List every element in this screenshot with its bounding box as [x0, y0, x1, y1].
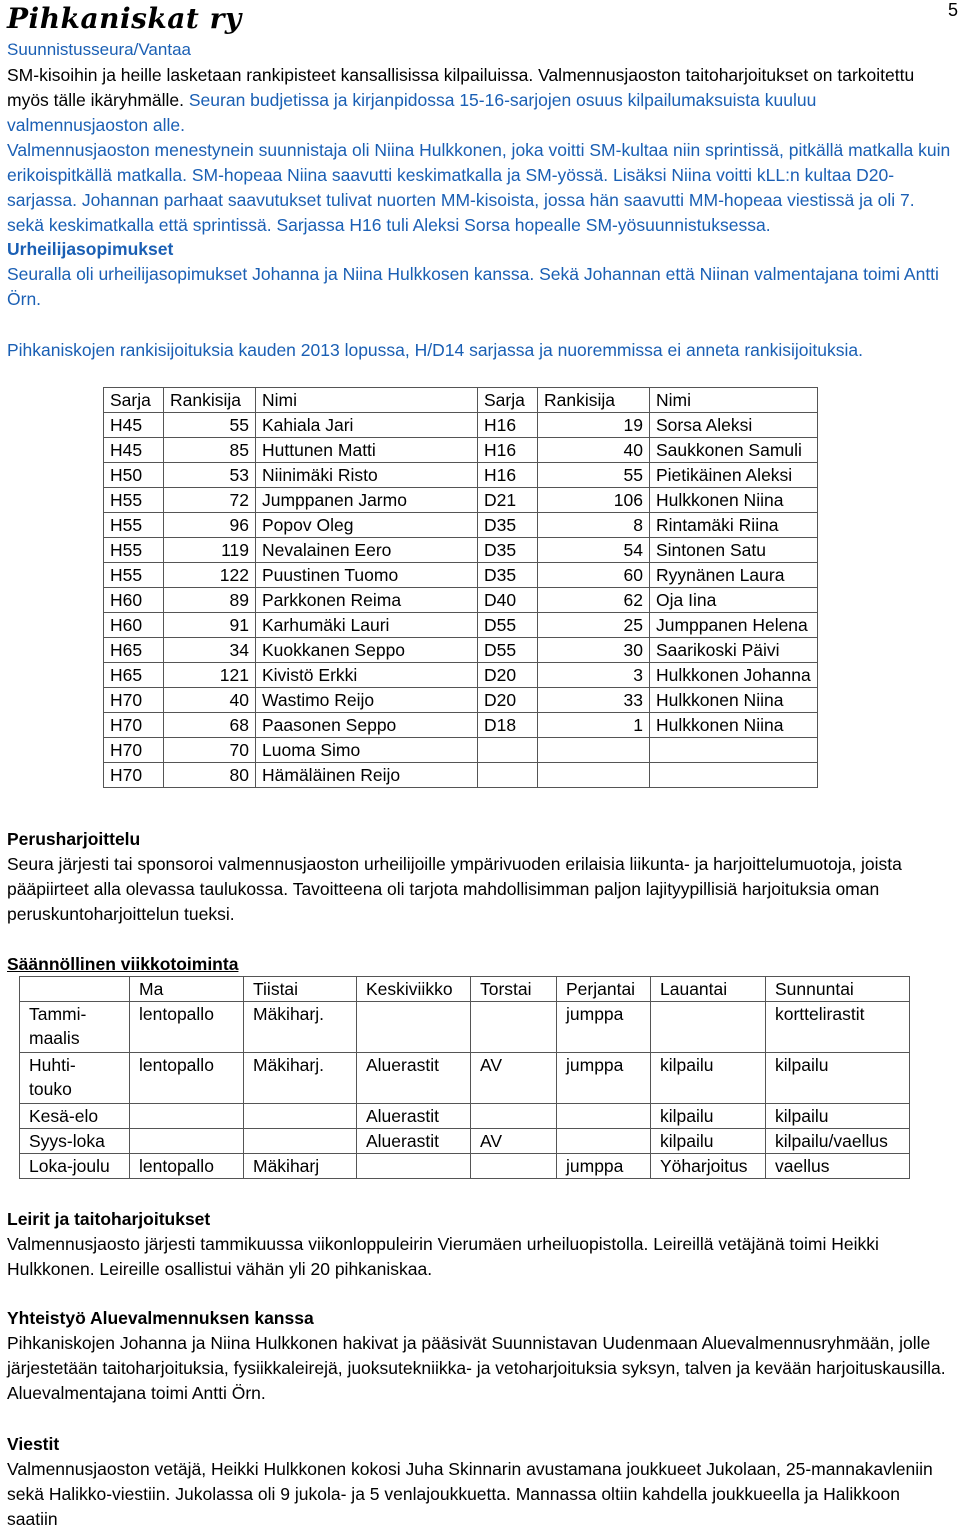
ranking-cell: D35 [478, 513, 538, 538]
weekly-header-cell: Ma [130, 977, 244, 1002]
table-row [104, 588, 818, 613]
ranking-cell: Pietikäinen Aleksi [650, 463, 818, 488]
ranking-cell: 122 [164, 563, 256, 588]
weekly-header-cell: Keskiviikko [357, 977, 471, 1002]
ranking-cell: 19 [538, 413, 650, 438]
weekly-cell [130, 1129, 244, 1154]
perus-heading: Perusharjoittelu [7, 829, 141, 849]
ranking-cell: H65 [104, 663, 164, 688]
weekly-cell [357, 1002, 471, 1053]
ranking-cell: Nevalainen Eero [256, 538, 478, 563]
yhteistyo-heading: Yhteistyö Aluevalmennuksen kanssa [7, 1308, 314, 1328]
weekly-cell: kilpailu [651, 1053, 766, 1104]
urheilija-section [7, 237, 951, 312]
ranking-cell: Hulkkonen Niina [650, 688, 818, 713]
ranking-cell: H60 [104, 613, 164, 638]
ranking-cell: H50 [104, 463, 164, 488]
weekly-cell [471, 1104, 557, 1129]
ranking-cell [650, 738, 818, 763]
table-row [104, 463, 818, 488]
leirit-section [7, 1207, 951, 1282]
ranking-cell: D20 [478, 688, 538, 713]
ranking-cell [650, 763, 818, 788]
ranking-cell: Oja Iina [650, 588, 818, 613]
ranking-cell: Hulkkonen Niina [650, 488, 818, 513]
yhteistyo-text: Pihkaniskojen Johanna ja Niina Hulkkonen hakivat ja pääsivät Suunnistavan Uudenmaan Aluevalmennusryhmään, jolle järjestetään taitoharjoituksia, fysiikkaleirejä, juoksutekniikka- ja vetoharjoituksia syksyn, talven ja kevään harjoituskausilla. Aluevalmentajana toimi Antti Örn. [7, 1333, 946, 1403]
weekly-cell: korttelirastit [766, 1002, 910, 1053]
ranking-cell: H45 [104, 413, 164, 438]
weekly-cell [471, 1154, 557, 1179]
table-row [104, 563, 818, 588]
table-row [104, 488, 818, 513]
ranking-cell: Puustinen Tuomo [256, 563, 478, 588]
ranking-header-cell: Nimi [650, 388, 818, 413]
ranking-cell [478, 763, 538, 788]
ranking-cell: Kivistö Erkki [256, 663, 478, 688]
weekly-cell [244, 1104, 357, 1129]
weekly-header-cell: Torstai [471, 977, 557, 1002]
intro-text-black: SM-kisoihin ja heille lasketaan rankipisteet kansallisissa kilpailuissa. Valmennusjaoston taitoharjoitukset on tarkoitettu myös tälle ikäryhmälle. [7, 65, 915, 110]
weekly-header-cell: Perjantai [557, 977, 651, 1002]
intro-text-e: Sarjassa H16 tuli Aleksi Sorsa hopealle SM-yösuunnistuksessa. [276, 215, 771, 235]
ranking-cell: 8 [538, 513, 650, 538]
ranking-cell: Hämäläinen Reijo [256, 763, 478, 788]
weekly-cell: kilpailu [651, 1104, 766, 1129]
ranking-cell: Saarikoski Päivi [650, 638, 818, 663]
weekly-cell: lentopallo [130, 1053, 244, 1104]
weekly-cell: Huhti- touko [20, 1053, 130, 1104]
weekly-cell [130, 1104, 244, 1129]
ranking-cell: H70 [104, 713, 164, 738]
ranking-cell: Huttunen Matti [256, 438, 478, 463]
weekly-cell: lentopallo [130, 1002, 244, 1053]
perus-section [7, 827, 951, 927]
ranking-cell: H45 [104, 438, 164, 463]
weekly-cell: kilpailu [651, 1129, 766, 1154]
ranking-cell: Ryynänen Laura [650, 563, 818, 588]
intro-paragraph-2 [7, 138, 951, 238]
ranking-header-cell: Sarja [478, 388, 538, 413]
ranking-cell: 55 [538, 463, 650, 488]
ranking-cell: 3 [538, 663, 650, 688]
table-row [104, 413, 818, 438]
weekly-header-row [20, 977, 910, 1002]
ranking-header-cell: Sarja [104, 388, 164, 413]
table-row [104, 713, 818, 738]
ranking-cell: 54 [538, 538, 650, 563]
weekly-table [19, 976, 910, 1179]
weekly-cell [357, 1154, 471, 1179]
ranking-header-cell: Nimi [256, 388, 478, 413]
ranking-cell: 68 [164, 713, 256, 738]
weekly-cell: Kesä-elo [20, 1104, 130, 1129]
weekly-cell: AV [471, 1129, 557, 1154]
intro-section [7, 63, 951, 238]
weekly-cell [244, 1129, 357, 1154]
weekly-cell: Aluerastit [357, 1053, 471, 1104]
weekly-cell: Yöharjoitus [651, 1154, 766, 1179]
weekly-cell [557, 1104, 651, 1129]
ranking-cell: 33 [538, 688, 650, 713]
table-row [20, 1053, 910, 1104]
ranking-cell: 121 [164, 663, 256, 688]
weekly-cell [471, 1002, 557, 1053]
ranking-cell: Sorsa Aleksi [650, 413, 818, 438]
weekly-cell: Syys-loka [20, 1129, 130, 1154]
weekly-cell: vaellus [766, 1154, 910, 1179]
ranking-cell: 62 [538, 588, 650, 613]
ranking-cell: Karhumäki Lauri [256, 613, 478, 638]
weekly-cell: AV [471, 1053, 557, 1104]
weekly-cell: kilpailu [766, 1053, 910, 1104]
viestit-text: Valmennusjaoston vetäjä, Heikki Hulkkonen kokosi Juha Skinnarin avustamana joukkueet Jukolaan, 25-mannakavleniin sekä Halikko-viestiin. Jukolassa oli 9 jukola- ja 5 venlajoukkuetta. Mannassa oltiin kahdella joukkueella ja Halikkoon saatiin [7, 1459, 933, 1529]
weekly-cell: Loka-joulu [20, 1154, 130, 1179]
table-row [20, 1129, 910, 1154]
ranking-cell: D35 [478, 538, 538, 563]
ranking-header-cell: Rankisija [164, 388, 256, 413]
ranking-cell: 1 [538, 713, 650, 738]
intro-paragraph-1 [7, 63, 951, 138]
viikko-section [7, 952, 951, 977]
ranking-cell: H16 [478, 463, 538, 488]
ranking-cell: D40 [478, 588, 538, 613]
ranking-cell: 55 [164, 413, 256, 438]
ranking-cell: Popov Oleg [256, 513, 478, 538]
weekly-cell [557, 1129, 651, 1154]
ranking-cell: 89 [164, 588, 256, 613]
ranking-cell: Jumppanen Jarmo [256, 488, 478, 513]
weekly-cell: jumppa [557, 1002, 651, 1053]
ranking-header-cell: Rankisija [538, 388, 650, 413]
ranking-cell [478, 738, 538, 763]
header-subtitle: Suunnistusseura/Vantaa [7, 40, 191, 59]
ranking-cell: H55 [104, 513, 164, 538]
ranking-table [103, 387, 818, 788]
weekly-header-cell: Lauantai [651, 977, 766, 1002]
weekly-cell [651, 1002, 766, 1053]
viikko-heading: Säännöllinen viikkotoiminta [7, 954, 239, 974]
ranking-cell: Kahiala Jari [256, 413, 478, 438]
ranking-cell: 25 [538, 613, 650, 638]
weekly-cell: Mäkiharj. [244, 1002, 357, 1053]
ranking-cell: Hulkkonen Johanna [650, 663, 818, 688]
ranking-cell: H55 [104, 488, 164, 513]
ranking-cell: Paasonen Seppo [256, 713, 478, 738]
ranking-cell: H65 [104, 638, 164, 663]
ranking-cell: 91 [164, 613, 256, 638]
page-number: 5 [947, 0, 958, 20]
table-row [104, 688, 818, 713]
weekly-cell: Mäkiharj. [244, 1053, 357, 1104]
weekly-cell: Aluerastit [357, 1104, 471, 1129]
ranking-cell: 119 [164, 538, 256, 563]
ranking-cell: Wastimo Reijo [256, 688, 478, 713]
ranking-cell: Rintamäki Riina [650, 513, 818, 538]
yhteistyo-section [7, 1306, 951, 1406]
ranking-cell: D55 [478, 613, 538, 638]
urheilija-text: Seuralla oli urheilijasopimukset Johanna ja Niina Hulkkosen kanssa. Sekä Johannan että Niinan valmentajana toimi Antti Örn. [7, 264, 939, 309]
ranking-cell: D55 [478, 638, 538, 663]
header-logo: Pihkaniskat ry [7, 2, 242, 35]
ranking-cell: H16 [478, 438, 538, 463]
weekly-cell: jumppa [557, 1154, 651, 1179]
ranking-cell: 30 [538, 638, 650, 663]
table-row [20, 1154, 910, 1179]
urheilija-heading: Urheilijasopimukset [7, 239, 174, 259]
leirit-text: Valmennusjaosto järjesti tammikuussa viikonloppuleirin Vierumäen urheiluopistolla. Leireillä vetäjänä toimi Heikki Hulkkonen. Leireille osallistui vähän yli 20 pihkaniskaa. [7, 1234, 879, 1279]
ranking-cell: H55 [104, 563, 164, 588]
ranking-cell: 53 [164, 463, 256, 488]
perus-text: Seura järjesti tai sponsoroi valmennusjaoston urheilijoille ympärivuoden erilaisia liikunta- ja harjoittelumuotoja, joista pääpiirteet alla olevassa taulukossa. Tavoitteena oli tarjota mahdollisimman paljon lajityypillisiä harjoituksia oman peruskuntoharjoittelun tueksi. [7, 854, 902, 924]
ranking-cell: 106 [538, 488, 650, 513]
ranking-cell: Niinimäki Risto [256, 463, 478, 488]
ranking-cell: Sintonen Satu [650, 538, 818, 563]
ranking-intro: Pihkaniskojen rankisijoituksia kauden 2013 lopussa, H/D14 sarjassa ja nuoremmissa ei anneta rankisijoituksia. [7, 340, 864, 360]
ranking-cell: Jumppanen Helena [650, 613, 818, 638]
ranking-cell: H70 [104, 688, 164, 713]
intro-text-blue: Seuran budjetissa ja kirjanpidossa 15-16-sarjojen osuus kilpailumaksuista kuuluu valmennusjaoston alle. [7, 90, 817, 135]
weekly-cell: Aluerastit [357, 1129, 471, 1154]
ranking-cell: 80 [164, 763, 256, 788]
table-row [20, 1002, 910, 1053]
weekly-cell: kilpailu/vaellus [766, 1129, 910, 1154]
ranking-cell: 70 [164, 738, 256, 763]
ranking-cell: H55 [104, 538, 164, 563]
ranking-cell [538, 763, 650, 788]
ranking-cell: 40 [538, 438, 650, 463]
ranking-cell: D35 [478, 563, 538, 588]
ranking-cell: Kuokkanen Seppo [256, 638, 478, 663]
ranking-header-row [104, 388, 818, 413]
ranking-cell: 60 [538, 563, 650, 588]
ranking-cell: 72 [164, 488, 256, 513]
ranking-cell: H60 [104, 588, 164, 613]
ranking-cell: Saukkonen Samuli [650, 438, 818, 463]
ranking-cell: H16 [478, 413, 538, 438]
ranking-cell: D21 [478, 488, 538, 513]
table-row [104, 763, 818, 788]
table-row [104, 438, 818, 463]
leirit-heading: Leirit ja taitoharjoitukset [7, 1209, 211, 1229]
weekly-header-cell: Tiistai [244, 977, 357, 1002]
table-row [104, 613, 818, 638]
weekly-cell: Mäkiharj [244, 1154, 357, 1179]
table-row [104, 513, 818, 538]
ranking-cell: Hulkkonen Niina [650, 713, 818, 738]
ranking-cell: 96 [164, 513, 256, 538]
viestit-section [7, 1432, 951, 1532]
ranking-cell: Luoma Simo [256, 738, 478, 763]
ranking-cell: 85 [164, 438, 256, 463]
viestit-heading: Viestit [7, 1434, 60, 1454]
ranking-cell: H70 [104, 763, 164, 788]
ranking-cell: D18 [478, 713, 538, 738]
weekly-cell: lentopallo [130, 1154, 244, 1179]
table-row [104, 638, 818, 663]
intro-text-c: Lisäksi Niina voitti kLL:n kultaa D20-sarjassa. [7, 165, 895, 210]
table-row [20, 1104, 910, 1129]
ranking-cell: 34 [164, 638, 256, 663]
intro-text-b: SM-hopeaa Niina saavutti keskimatkalla ja SM-yössä. [191, 165, 609, 185]
table-row [104, 738, 818, 763]
ranking-cell: D20 [478, 663, 538, 688]
table-row [104, 538, 818, 563]
weekly-cell: Tammi- maalis [20, 1002, 130, 1053]
intro-text-d: Johannan parhaat saavutukset tulivat nuorten MM-kisoista, jossa hän saavutti MM-hopeaa viestissä ja oli 7. sekä keskimatkalla että sprintissä. [7, 190, 915, 235]
weekly-cell: jumppa [557, 1053, 651, 1104]
ranking-cell [538, 738, 650, 763]
weekly-cell: kilpailu [766, 1104, 910, 1129]
weekly-header-cell: Sunnuntai [766, 977, 910, 1002]
weekly-header-cell [20, 977, 130, 1002]
table-row [104, 663, 818, 688]
ranking-cell: 40 [164, 688, 256, 713]
intro-text-a: Valmennusjaoston menestynein suunnistaja oli Niina Hulkkonen, joka voitti SM-kultaa niin sprintissä, pitkällä matkalla kuin erikoispitkällä matkalla. [7, 140, 951, 185]
ranking-cell: Parkkonen Reima [256, 588, 478, 613]
ranking-cell: H70 [104, 738, 164, 763]
